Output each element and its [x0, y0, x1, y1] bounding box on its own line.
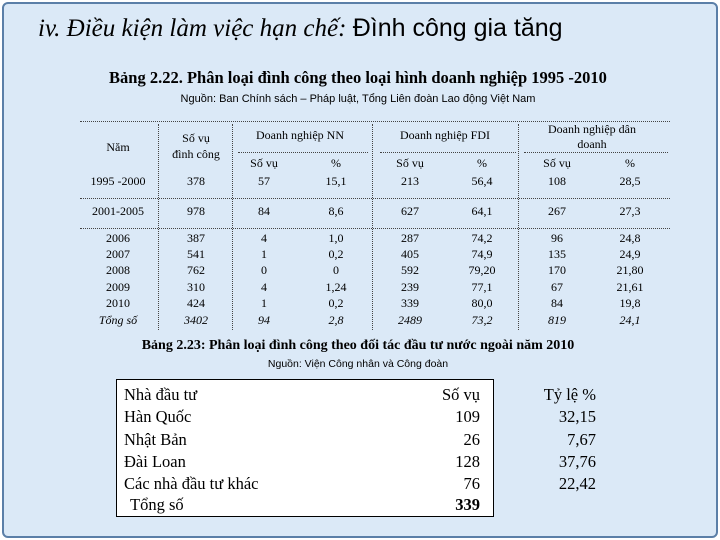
- cell-fdi-pct: 79,20: [468, 263, 496, 277]
- header-dn-dan-doanh-line2: doanh: [577, 137, 607, 151]
- cell-dd-so-vu: 67: [551, 280, 563, 294]
- header-so-vu-line1: Số vụ: [182, 131, 210, 145]
- total-cell-dd-pct: 24,1: [619, 313, 641, 327]
- total-so-vu: 339: [455, 495, 480, 514]
- row-divider-1: [80, 198, 670, 199]
- cell-nn-so-vu: 1: [261, 247, 267, 261]
- cell-year: 2001-2005: [92, 204, 144, 218]
- table2-caption: Bảng 2.23: Phân loại đình công theo đối tác đầu tư nước ngoài năm 2010: [141, 338, 575, 353]
- total-cell-so-vu: 3402: [184, 313, 208, 327]
- header-dn-dan-doanh-line1: Doanh nghiệp dân: [548, 122, 636, 136]
- cell-so-vu: 978: [187, 204, 205, 218]
- col-divider-1: [158, 124, 159, 330]
- total-cell-year: Tổng số: [98, 313, 138, 327]
- cell-fdi-so-vu: 239: [401, 280, 419, 294]
- investor-so-vu: 26: [463, 430, 480, 449]
- cell-dd-so-vu: 135: [548, 247, 566, 261]
- total-cell-nn-pct: 2,8: [328, 313, 344, 327]
- total-cell-fdi-pct: 73,2: [471, 313, 493, 327]
- total-cell-dd-so-vu: 819: [548, 313, 566, 327]
- total-cell-nn-so-vu: 94: [258, 313, 270, 327]
- cell-nn-pct: 15,1: [325, 174, 347, 188]
- cell-fdi-so-vu: 287: [401, 231, 419, 245]
- investor-ty-le: 37,76: [558, 452, 596, 471]
- subheader-dd-pct: %: [625, 156, 635, 170]
- cell-fdi-pct: 80,0: [471, 296, 493, 310]
- cell-nn-pct: 0,2: [328, 296, 344, 310]
- cell-year: 1995 -2000: [90, 174, 146, 188]
- total-label: Tổng số: [130, 495, 184, 514]
- cell-fdi-so-vu: 592: [401, 263, 419, 277]
- cell-so-vu: 424: [187, 296, 205, 310]
- cell-dd-pct: 21,80: [616, 263, 644, 277]
- col-divider-2: [232, 124, 233, 330]
- cell-year: 2010: [106, 296, 130, 310]
- cell-fdi-pct: 56,4: [471, 174, 493, 188]
- cell-dd-so-vu: 84: [551, 296, 563, 310]
- cell-dd-pct: 24,8: [619, 231, 641, 245]
- subheader-nn-so-vu: Số vụ: [250, 156, 278, 170]
- cell-nn-pct: 1,0: [328, 231, 344, 245]
- slide-title-sans: Đình công gia tăng: [352, 14, 563, 42]
- cell-fdi-so-vu: 339: [401, 296, 419, 310]
- header-dn-nn: Doanh nghiệp NN: [256, 128, 344, 142]
- investor-so-vu: 76: [463, 474, 480, 493]
- table2-source: Nguồn: Viện Công nhân và Công đoàn: [267, 358, 449, 370]
- cell-dd-so-vu: 267: [548, 204, 566, 218]
- subheader-dd-so-vu: Số vụ: [543, 156, 571, 170]
- cell-nn-so-vu: 0: [261, 263, 267, 277]
- col-divider-4: [518, 124, 519, 330]
- cell-dd-pct: 21,61: [616, 280, 644, 294]
- cell-dd-so-vu: 108: [548, 174, 566, 188]
- cell-dd-pct: 28,5: [619, 174, 641, 188]
- investor-so-vu: 128: [455, 452, 480, 471]
- cell-so-vu: 310: [187, 280, 205, 294]
- total-cell-fdi-so-vu: 2489: [398, 313, 422, 327]
- cell-nn-pct: 8,6: [328, 204, 344, 218]
- row-divider-2: [80, 228, 670, 229]
- cell-year: 2006: [106, 231, 130, 245]
- table1-top-border: [80, 121, 670, 122]
- col-divider-3: [372, 124, 373, 330]
- cell-fdi-pct: 74,9: [471, 247, 493, 261]
- cell-nn-so-vu: 84: [258, 204, 270, 218]
- cell-year: 2009: [106, 280, 130, 294]
- cell-year: 2008: [106, 263, 130, 277]
- table1-source: Nguồn: Ban Chính sách – Pháp luật, Tổng Liên đoàn Lao động Việt Nam: [180, 93, 536, 105]
- investor-name: Nhật Bản: [124, 430, 187, 449]
- investor-ty-le: 22,42: [558, 474, 596, 493]
- dd-header-divider: [524, 152, 668, 153]
- cell-fdi-so-vu: 213: [401, 174, 419, 188]
- slide-title-italic: iv. Điều kiện làm việc hạn chế:: [38, 15, 347, 42]
- subheader-fdi-pct: %: [477, 156, 487, 170]
- cell-dd-so-vu: 170: [548, 263, 566, 277]
- cell-nn-pct: 0,2: [328, 247, 344, 261]
- cell-dd-so-vu: 96: [551, 231, 563, 245]
- investor-name: Hàn Quốc: [124, 407, 192, 426]
- cell-dd-pct: 24,9: [619, 247, 641, 261]
- subheader-fdi-so-vu: Số vụ: [396, 156, 424, 170]
- header-dn-fdi: Doanh nghiệp FDI: [400, 128, 490, 142]
- cell-fdi-pct: 77,1: [471, 280, 493, 294]
- cell-nn-pct: 0: [333, 263, 339, 277]
- cell-so-vu: 541: [187, 247, 205, 261]
- investor-ty-le: 32,15: [558, 407, 596, 426]
- header-so-vu-line2: đình công: [172, 147, 220, 161]
- investor-name: Các nhà đầu tư khác: [124, 474, 259, 493]
- cell-dd-pct: 27,3: [619, 204, 641, 218]
- cell-fdi-pct: 64,1: [471, 204, 493, 218]
- cell-fdi-so-vu: 405: [401, 247, 419, 261]
- header-nha-dau-tu: Nhà đầu tư: [124, 385, 198, 404]
- cell-fdi-pct: 74,2: [471, 231, 493, 245]
- fdi-header-divider: [380, 152, 516, 153]
- cell-fdi-so-vu: 627: [401, 204, 419, 218]
- header-ty-le: Tỷ lệ %: [543, 385, 596, 404]
- header-nam: Năm: [106, 140, 130, 154]
- cell-nn-so-vu: 4: [261, 280, 267, 294]
- cell-nn-so-vu: 57: [258, 174, 270, 188]
- cell-so-vu: 387: [187, 231, 205, 245]
- cell-so-vu: 378: [187, 174, 205, 188]
- table1-caption: Bảng 2.22. Phân loại đình công theo loại hình doanh nghiệp 1995 -2010: [109, 68, 607, 87]
- cell-so-vu: 762: [187, 263, 205, 277]
- cell-nn-so-vu: 4: [261, 231, 267, 245]
- cell-nn-so-vu: 1: [261, 296, 267, 310]
- slide-title: [38, 14, 563, 43]
- nn-header-divider: [238, 152, 368, 153]
- investor-ty-le: 7,67: [567, 430, 596, 449]
- header-so-vu: Số vụ: [441, 385, 480, 404]
- subheader-nn-pct: %: [331, 156, 341, 170]
- cell-year: 2007: [106, 247, 130, 261]
- investor-so-vu: 109: [455, 407, 480, 426]
- investor-name: Đài Loan: [124, 452, 186, 471]
- cell-nn-pct: 1,24: [325, 280, 347, 294]
- cell-dd-pct: 19,8: [619, 296, 641, 310]
